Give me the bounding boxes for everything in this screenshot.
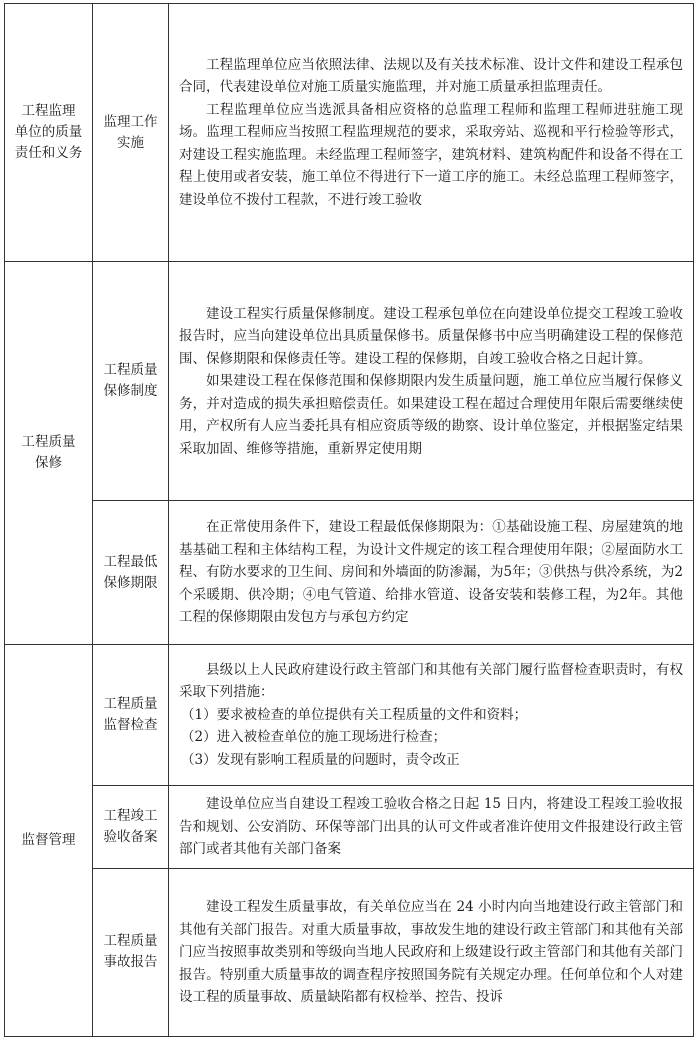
- content-paragraph: 工程监理单位应当选派具备相应资格的总监理工程师和监理工程师进驻施工现场。监理工程师应当按照工程监理规范的要求，采取旁站、巡视和平行检验等形式，对建设工程实施监理。未经监理工程师签字，建筑材料、建筑构配件和设备不得在工程上使用或者安装，施工单位不得进行下一道工序的施工。未经总监理工程师签字，建设单位不拨付工程款，不进行竣工验收: [179, 101, 683, 208]
- category-cell: [5, 262, 93, 644]
- subcategory-label-line: 工程质量: [103, 933, 158, 950]
- subcategory-label-line: 工程最低: [103, 553, 158, 570]
- subcategory-label-line: 实施: [117, 134, 144, 151]
- subcategory-cell: [93, 786, 169, 869]
- content-list-item: （1）要求被检查的单位提供有关工程质量的文件和资料；: [181, 706, 528, 723]
- subcategory-label-line: 事故报告: [103, 954, 158, 971]
- regulation-table: [4, 3, 694, 1037]
- subcategory-cell: [93, 4, 169, 262]
- content-cell: [169, 262, 694, 501]
- subcategory-label-line: 工程竣工: [103, 808, 158, 825]
- category-label-line: 工程质量: [21, 434, 76, 451]
- category-label-line: 责任和义务: [14, 145, 83, 162]
- content-cell: [169, 868, 694, 1036]
- category-cell: [5, 4, 93, 262]
- subcategory-cell: [93, 501, 169, 645]
- content-cell: [169, 644, 694, 785]
- content-paragraph: 工程监理单位应当依照法律、法规以及有关技术标准、设计文件和建设工程承包合同，代表建设单位对施工质量实施监理，并对施工质量承担监理责任。: [179, 56, 683, 96]
- category-label-line: 单位的质量: [14, 124, 83, 141]
- subcategory-label-line: 保修制度: [103, 383, 158, 400]
- subcategory-label-line: 工程质量: [103, 362, 158, 379]
- subcategory-label-line: 保修期限: [103, 574, 158, 591]
- subcategory-cell: [93, 262, 169, 501]
- content-paragraph: 建设单位应当自建设工程竣工验收合格之日起 15 日内，将建设工程竣工验收报告和规划、公安消防、环保等部门出具的认可文件或者准许使用文件报建设行政主管部门或者其他有关部门备案: [179, 796, 683, 858]
- content-list-item: （2）进入被检查单位的施工现场进行检查；: [181, 729, 447, 746]
- subcategory-label-line: 监理工作: [103, 113, 158, 130]
- content-paragraph: 县级以上人民政府建设行政主管部门和其他有关部门履行监督检查职责时，有权采取下列措施：: [179, 661, 683, 701]
- category-cell: [5, 644, 93, 1036]
- table-row: [5, 262, 694, 501]
- category-label-line: 保修: [35, 455, 62, 472]
- table-row: [5, 4, 694, 262]
- content-cell: [169, 501, 694, 645]
- category-label-line: 监督管理: [21, 831, 76, 848]
- content-cell: [169, 786, 694, 869]
- category-label-line: 工程监理: [21, 103, 76, 120]
- subcategory-label-line: 监督检查: [103, 717, 158, 734]
- subcategory-label-line: 工程质量: [103, 696, 158, 713]
- content-paragraph: 建设工程发生质量事故，有关单位应当在 24 小时内向当地建设行政主管部门和其他有关部门报告。对重大质量事故，事故发生地的建设行政主管部门和其他有关部门应当按照事故类别和等级向当地人民政府和上级建设行政主管部门和其他有关部门报告。特别重大质量事故的调查程序按照国务院有关规定办理。任何单位和个人对建设工程的质量事故、质量缺陷都有权检举、控告、投诉: [179, 899, 683, 1006]
- content-list-item: （3）发现有影响工程质量的问题时，责令改正: [181, 751, 460, 768]
- table-body: [5, 4, 694, 1037]
- content-paragraph: 如果建设工程在保修范围和保修期限内发生质量问题，施工单位应当履行保修义务，并对造成的损失承担赔偿责任。如果建设工程在超过合理使用年限后需要继续使用，产权所有人应当委托具有相应资质等级的勘察、设计单位鉴定，并根据鉴定结果采取加固、维修等措施，重新界定使用期: [179, 373, 683, 457]
- table-row: [5, 868, 694, 1036]
- table-row: [5, 786, 694, 869]
- content-paragraph: 在正常使用条件下，建设工程最低保修期限为：①基础设施工程、房屋建筑的地基基础工程和主体结构工程，为设计文件规定的该工程合理使用年限；②屋面防水工程、有防水要求的卫生间、房间和外墙面的防渗漏，为5年；③供热与供冷系统，为2个采暖期、供冷期；④电气管道、给排水管道、设备安装和装修工程，为2年。其他工程的保修期限由发包方与承包方约定: [179, 519, 683, 626]
- content-cell: [169, 4, 694, 262]
- table-row: [5, 644, 694, 785]
- table-row: [5, 501, 694, 645]
- content-paragraph: 建设工程实行质量保修制度。建设工程承包单位在向建设单位提交工程竣工验收报告时，应当向建设单位出具质量保修书。质量保修书中应当明确建设工程的保修范围、保修期限和保修责任等。建设工程的保修期，自竣工验收合格之日起计算。: [179, 305, 683, 367]
- subcategory-cell: [93, 644, 169, 785]
- subcategory-label-line: 验收备案: [103, 829, 158, 846]
- subcategory-cell: [93, 868, 169, 1036]
